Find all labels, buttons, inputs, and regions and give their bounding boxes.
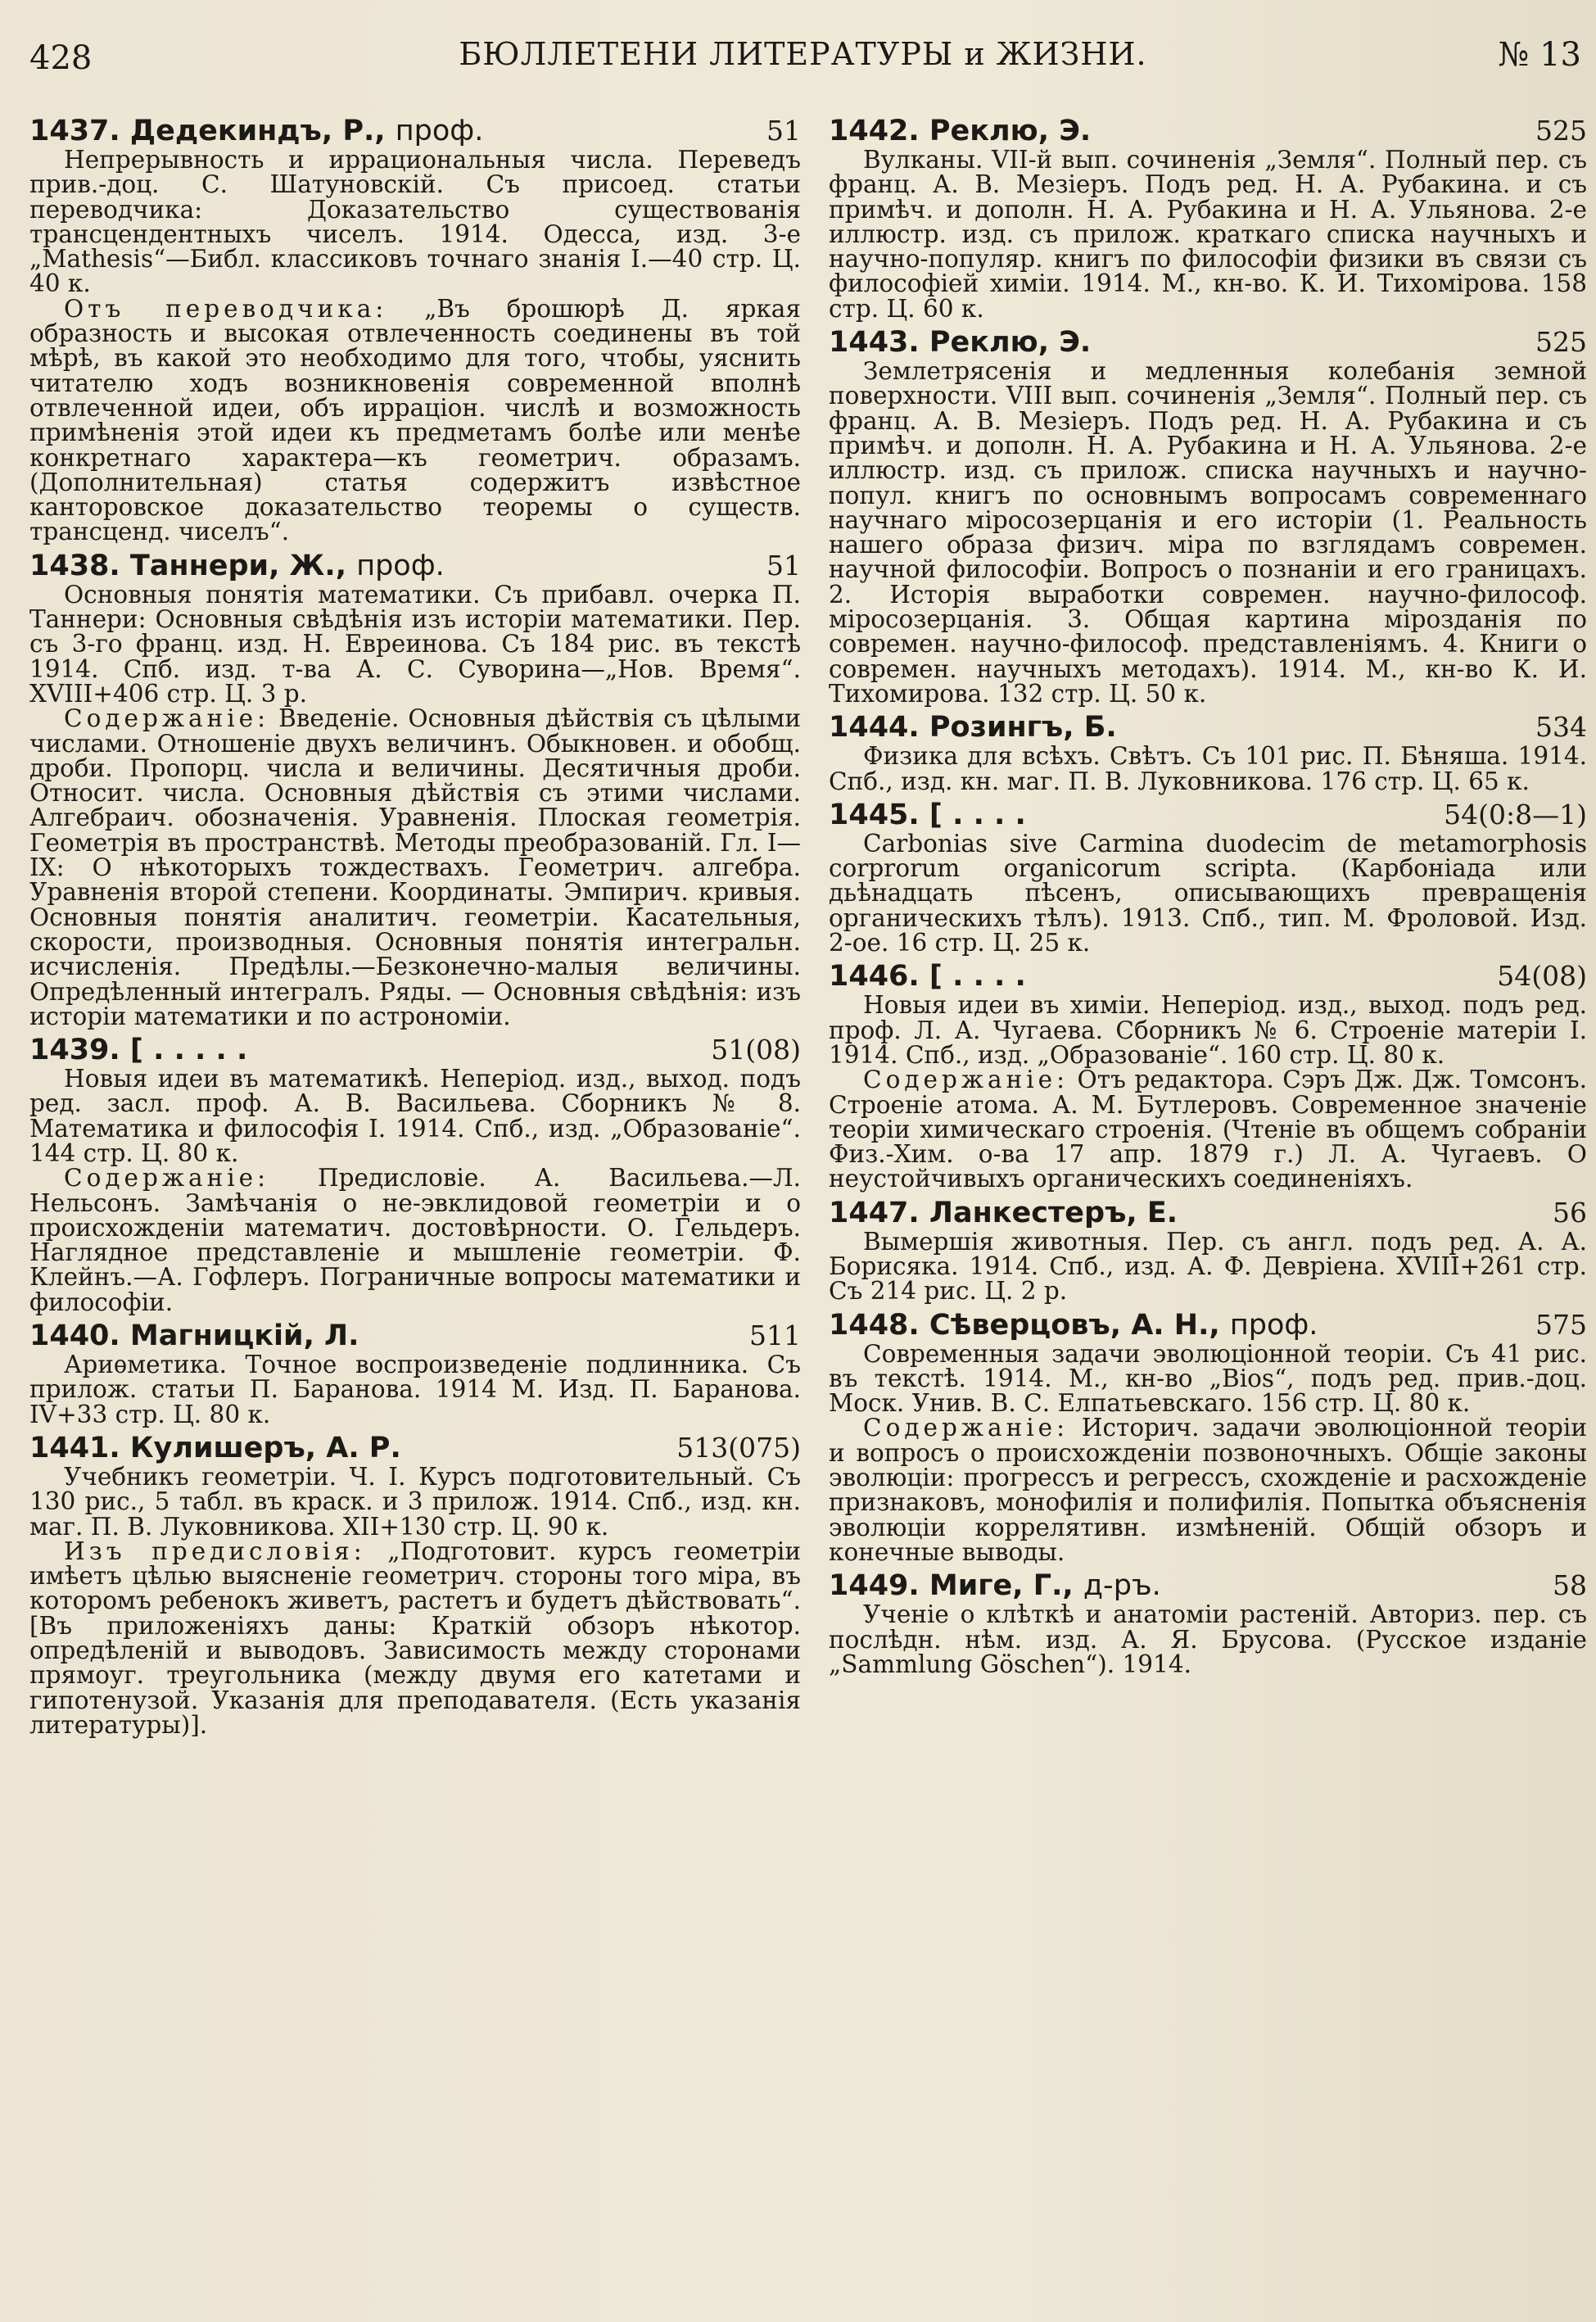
- entry-number: 1440.: [29, 1319, 120, 1353]
- entry-author: Дедекиндъ, Р.,: [129, 115, 386, 147]
- description-paragraph: [829, 359, 1587, 706]
- left-column: [29, 115, 801, 1742]
- classification-number: 51: [766, 549, 801, 582]
- entry-author: Реклю, Э.: [929, 115, 1092, 147]
- annotation-paragraph: [29, 706, 801, 1029]
- entry-heading: [829, 326, 1587, 359]
- entry-heading: [829, 711, 1587, 744]
- entry-number: 1438.: [29, 549, 120, 582]
- classification-number: 51(08): [711, 1034, 801, 1066]
- entry-number: 1437.: [29, 115, 120, 147]
- description-paragraph: [829, 1229, 1587, 1304]
- entry-heading-left: [829, 1569, 1161, 1602]
- bibliography-entry: [829, 326, 1587, 706]
- paragraph-text: Землетрясенія и медленныя колебанія земной поверхности. VIII вып. сочиненія „Земля“. Полный пер. съ франц. А. В. Мезіеръ. Подъ ред. Н. А. Рубакина и съ примѣч. и дополн. Н. А. Рубакина и Н. А. Ульянова. 2-е иллюстр. изд. съ прилож. списка научныхъ и научно-попул. книгъ по основнымъ вопросамъ современнаго научнаго міросозерцанія и его исторіи (1. Реальность нашего образа физич. міра по взглядамъ современ. научной философіи. Вопросъ о познаніи и его границахъ. 2. Исторія выработки современ. научно-философ. міросозерцанія. 3. Общая картина мірозданія по современ. научно-философ. представленіямъ. 4. Книги о современ. научныхъ методахъ). 1914. М., кн-во К. И. Тихомирова. 132 стр. Ц. 50 к.: [829, 357, 1587, 708]
- paragraph-text: Вымершія животныя. Пер. съ англ. подъ ред. А. А. Борисяка. 1914. Спб., изд. А. Ф. Девріена. XVIII+261 стр. Съ 214 рис. Ц. 2 р.: [829, 1227, 1587, 1306]
- entry-heading: [29, 115, 801, 147]
- entry-heading-left: [829, 711, 1117, 744]
- entry-heading-left: [29, 550, 445, 582]
- entry-author: Миге, Г.,: [929, 1569, 1074, 1603]
- entry-heading: [29, 1319, 801, 1352]
- entry-number: 1439.: [29, 1034, 120, 1067]
- entry-heading: [29, 550, 801, 582]
- entry-heading: [829, 960, 1587, 993]
- paragraph-text: Физика для всѣхъ. Свѣтъ. Съ 101 рис. П. Бѣняша. 1914. Спб., изд. кн. маг. П. В. Луковникова. 176 стр. Ц. 65 к.: [829, 742, 1587, 795]
- bibliography-entry: [29, 115, 801, 545]
- entry-heading-left: [29, 115, 483, 147]
- entry-number: 1446.: [829, 960, 920, 994]
- entry-number: 1441.: [29, 1431, 120, 1464]
- entry-number: 1443.: [829, 326, 920, 360]
- annotation-lead: Содержаніе:: [863, 1414, 1069, 1442]
- paragraph-text: Непрерывность и иррациональныя числа. Переведъ прив.-доц. С. Шатуновскій. Съ присоед. статьи переводчика: Доказательство существованія трансцендентныхъ чиселъ. 1914. Одесса, изд. 3-е „Mathesis“—Библ. классиковъ точнаго знанія I.—40 стр. Ц. 40 к.: [29, 146, 801, 298]
- classification-number: 513(075): [676, 1431, 801, 1464]
- entry-author-title: проф.: [1229, 1308, 1318, 1342]
- description-paragraph: [29, 1352, 801, 1427]
- entry-heading: [829, 1569, 1587, 1602]
- description-paragraph: [829, 744, 1587, 794]
- bibliography-entry: [829, 1197, 1587, 1304]
- bibliography-entry: [29, 1034, 801, 1315]
- entry-author: [ . . . .: [929, 798, 1026, 831]
- entry-heading-left: [829, 1197, 1178, 1229]
- classification-number: 525: [1535, 326, 1587, 359]
- paragraph-text: Современныя задачи эволюціонной теоріи. Съ 41 рис. въ текстѣ. 1914. М., кн-во „Bios“, подъ ред. прив.-доц. Моск. Унив. В. С. Елпатьевскаго. 156 стр. Ц. 80 к.: [829, 1339, 1587, 1418]
- description-paragraph: [29, 582, 801, 706]
- classification-number: 54(08): [1497, 960, 1587, 993]
- entry-author: Сѣверцовъ, А. Н.,: [929, 1308, 1220, 1342]
- annotation-paragraph: [29, 1539, 801, 1737]
- classification-number: 575: [1535, 1308, 1587, 1341]
- paragraph-text: Историч. задачи эволюціонной теоріи и вопросъ о происхожденіи позвоночныхъ. Общіе законы эволюціи: прогрессъ и регрессъ, схожденіе и расхожденіе признаковъ, монофилія и полифилія. Попытка объясненія эволюціи коррелятивн. измѣненій. Общій обзоръ и конечные выводы.: [829, 1414, 1587, 1566]
- bibliography-entry: [829, 1309, 1587, 1565]
- paragraph-text: „Въ брошюрѣ Д. яркая образность и высокая отвлеченность соединены въ той мѣрѣ, въ какой это необходимо для того, чтобы, уяснить читателю ходъ возникновенія современной вполнѣ отвлеченной идеи, объ ирраціон. числѣ и возможность примѣненія этой идеи къ предметамъ болѣе или менѣе конкретнаго характера—къ геометрич. образамъ. (Дополнительная) статья содержитъ извѣстное канторовское доказательство теоремы о существ. трансценд. чиселъ“.: [29, 294, 801, 546]
- classification-number: 54(0:8—1): [1444, 798, 1587, 831]
- entry-heading-left: [829, 960, 1026, 993]
- entry-author-title: проф.: [395, 115, 484, 147]
- paragraph-text: Предисловіе. А. Васильева.—Л. Нельсонъ. Замѣчанія о не-эвклидовой геометріи и о происхожденіи математич. достовѣрности. О. Гельдеръ. Наглядное представленіе и мышленіе геометріи. Ф. Клейнъ.—А. Гофлеръ. Пограничные вопросы математики и философіи.: [29, 1164, 801, 1316]
- annotation-paragraph: [29, 1166, 801, 1315]
- description-paragraph: [29, 1066, 801, 1166]
- paragraph-text: Учебникъ геометріи. Ч. I. Курсъ подготовительный. Съ 130 рис., 5 табл. въ краск. и 3 прилож. 1914. Спб., изд. кн. маг. П. В. Луковникова. XII+130 стр. Ц. 90 к.: [29, 1462, 801, 1541]
- running-header: [25, 31, 1581, 77]
- entry-author-title: д-ръ.: [1083, 1569, 1161, 1603]
- bibliography-entry: [829, 115, 1587, 321]
- paragraph-text: Отъ редактора. Сэръ Дж. Дж. Томсонъ. Строеніе атома. А. М. Бутлеровъ. Современное значеніе теоріи химическаго строенія. (Чтеніе въ общемъ собраніи Физ.-Хим. о-ва 17 апр. 1879 г.) Л. А. Чугаевъ. О неустойчивыхъ органическихъ соединеніяхъ.: [829, 1066, 1587, 1193]
- description-paragraph: [29, 147, 801, 296]
- description-paragraph: [829, 1602, 1587, 1677]
- paragraph-text: Ученіе о клѣткѣ и анатоміи растеній. Авториз. пер. съ послѣдн. нѣм. изд. А. Я. Брусова. (Русское изданіе „Sammlung Göschen“). 1914.: [829, 1600, 1587, 1678]
- entry-number: 1444.: [829, 711, 920, 745]
- classification-number: 511: [749, 1319, 801, 1352]
- entry-heading: [829, 115, 1587, 147]
- classification-number: 58: [1553, 1569, 1587, 1602]
- entry-number: 1445.: [829, 798, 920, 831]
- annotation-lead: Содержаніе:: [64, 1164, 270, 1193]
- entry-author: [ . . . .: [929, 960, 1026, 994]
- paragraph-text: Основныя понятія математики. Съ прибавл. очерка П. Таннери: Основныя свѣдѣнія изъ исторіи математики. Пер. съ 3-го франц. изд. Н. Евреинова. Съ 184 рис. въ текстѣ 1914. Спб. изд. т-ва А. С. Суворина—„Нов. Время“. XVIII+406 стр. Ц. 3 р.: [29, 580, 801, 708]
- classification-number: 534: [1535, 711, 1587, 744]
- entry-heading-left: [29, 1034, 247, 1066]
- entry-author: Реклю, Э.: [929, 326, 1092, 360]
- entry-heading: [829, 1309, 1587, 1342]
- description-paragraph: [29, 1464, 801, 1539]
- page-number: 428: [29, 39, 93, 77]
- paragraph-text: Ариѳметика. Точное воспроизведеніе подлинника. Съ прилож. статьи П. Баранова. 1914 М. Изд. П. Баранова. IV+33 стр. Ц. 80 к.: [29, 1351, 801, 1428]
- description-paragraph: [829, 831, 1587, 955]
- bibliography-entry: [29, 1319, 801, 1427]
- entry-number: 1449.: [829, 1569, 920, 1603]
- bibliography-entry: [829, 960, 1587, 1191]
- entry-heading-left: [829, 1309, 1318, 1342]
- entry-heading-left: [829, 799, 1026, 831]
- entry-heading: [829, 799, 1587, 831]
- bibliography-entry: [29, 550, 801, 1029]
- entry-author: Таннери, Ж.,: [129, 549, 346, 582]
- description-paragraph: [829, 993, 1587, 1067]
- entry-number: 1448.: [829, 1308, 920, 1342]
- paragraph-text: Carbonias sive Carmina duodecim de metamorphosis corprorum organicorum scripta. (Карбоніада или дьѣнадцать пѣсенъ, описывающихъ превращенія органическихъ тѣлъ). 1913. Спб., тип. М. Фроловой. Изд. 2-ое. 16 стр. Ц. 25 к.: [829, 829, 1587, 957]
- paragraph-text: Вулканы. VII-й вып. сочиненія „Земля“. Полный пер. съ франц. А. В. Мезіеръ. Подъ ред. Н. А. Рубакина. и съ примѣч. и дополн. Н. А. Рубакина и Н. А. Ульянова. 2-е иллюстр. изд. съ прилож. краткаго списка научныхъ и научно-популяр. книгъ по философіи физики въ связи съ философіей химіи. 1914. М., кн-во. К. И. Тихоміровa. 158 стр. Ц. 60 к.: [829, 146, 1587, 323]
- classification-number: 525: [1535, 115, 1587, 147]
- entry-number: 1442.: [829, 115, 920, 147]
- issue-number: № 13: [1498, 36, 1581, 74]
- bibliography-entry: [29, 1432, 801, 1737]
- annotation-lead: Изъ предисловія:: [64, 1537, 366, 1565]
- bibliography-entry: [829, 711, 1587, 794]
- entry-author: Розингъ, Б.: [929, 711, 1117, 745]
- entry-author: Магницкій, Л.: [129, 1319, 359, 1353]
- entry-number: 1447.: [829, 1196, 920, 1229]
- annotation-lead: Содержаніе:: [64, 704, 270, 733]
- entry-heading: [29, 1432, 801, 1464]
- entry-author-title: проф.: [356, 549, 445, 582]
- entry-author: Кулишеръ, А. Р.: [129, 1431, 401, 1464]
- right-column: [829, 115, 1587, 1682]
- annotation-paragraph: [829, 1415, 1587, 1564]
- annotation-paragraph: [829, 1067, 1587, 1191]
- paragraph-text: Введеніе. Основныя дѣйствія съ цѣлыми числами. Отношеніе двухъ величинъ. Обыкновен. и обобщ. дроби. Пропорц. числа и величины. Десятичныя дроби. Относит. числа. Основныя дѣйствія съ этими числами. Алгебраич. обозначенія. Уравненія. Плоская геометрія. Геометрія въ пространствѣ. Методы преобразованій. Гл. I—IX: О нѣкоторыхъ тождествахъ. Геометрич. алгебра. Уравненія второй степени. Координаты. Эмпирич. кривыя. Основныя понятія аналитич. геометріи. Касательныя, скорости, производныя. Основныя понятія интегральн. исчисленія. Предѣлы.—Безконечно-малыя величины. Опредѣленный интегралъ. Ряды. — Основныя свѣдѣнія: изъ исторіи математики и по астрономіи.: [29, 704, 801, 1030]
- description-paragraph: [829, 147, 1587, 321]
- entry-heading-left: [829, 326, 1091, 359]
- paragraph-text: Новыя идеи въ химіи. Неперіод. изд., выход. подъ ред. проф. Л. А. Чугаева. Сборникъ № 6. Строеніе матеріи I. 1914. Спб., изд. „Образованіе“. 160 стр. Ц. 80 к.: [829, 991, 1587, 1069]
- entry-author: [ . . . . .: [129, 1034, 248, 1067]
- bibliography-entry: [829, 799, 1587, 955]
- annotation-lead: Содержаніе:: [863, 1066, 1069, 1094]
- paragraph-text: „Подготовит. курсъ геометріи имѣетъ цѣлью выясненіе геометрич. стороны того міра, въ которомъ ребенокъ живетъ, растетъ и будетъ дѣйствовать“. [Въ приложеніяхъ даны: Краткій обзоръ нѣкотор. опредѣленій и выводовъ. Зависимость между сторонами прямоуг. треугольника (между двумя его катетами и гипотенузой. Указанія для преподавателя. (Есть указанія литературы)].: [29, 1537, 801, 1739]
- paragraph-text: Новыя идеи въ математикѣ. Неперіод. изд., выход. подъ ред. засл. проф. А. В. Васильева. Сборникъ № 8. Математика и философія I. 1914. Спб., изд. „Образованіе“. 144 стр. Ц. 80 к.: [29, 1065, 801, 1167]
- classification-number: 51: [766, 115, 801, 147]
- entry-heading: [29, 1034, 801, 1066]
- entry-heading-left: [29, 1319, 359, 1352]
- entry-heading-left: [29, 1432, 401, 1464]
- entry-heading-left: [829, 115, 1091, 147]
- journal-title: БЮЛЛЕТЕНИ ЛИТЕРАТУРЫ и ЖИЗНИ.: [459, 36, 1147, 72]
- bibliography-entry: [829, 1569, 1587, 1677]
- entry-author: Ланкестеръ, Е.: [929, 1196, 1178, 1229]
- annotation-paragraph: [29, 296, 801, 545]
- classification-number: 56: [1553, 1196, 1587, 1229]
- annotation-lead: Отъ переводчика:: [64, 294, 388, 323]
- entry-heading: [829, 1197, 1587, 1229]
- description-paragraph: [829, 1339, 1587, 1418]
